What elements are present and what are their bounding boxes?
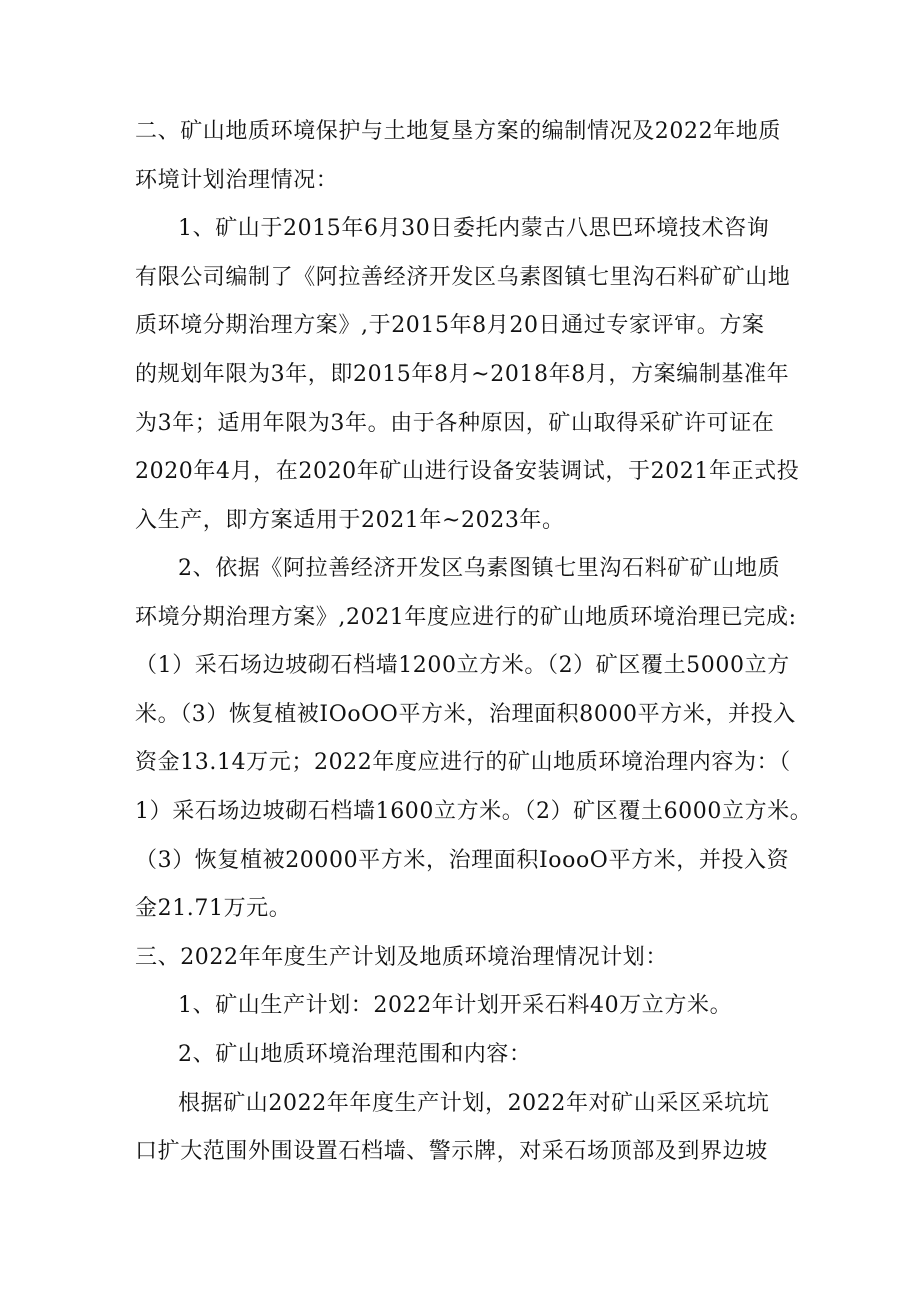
heading-section-3: 三、2022年年度生产计划及地质环境治理情况计划： — [135, 945, 668, 970]
paragraph-line: 1）采石场边坡砌石档墙1600立方米。（2）矿区覆土6000立方米。 — [135, 799, 813, 824]
paragraph-line: 金21.71万元。 — [135, 896, 292, 921]
paragraph-line: （1）采石场边坡砌石档墙1200立方米。（2）矿区覆土5000立方 — [135, 653, 790, 678]
paragraph-line: 2、依据《阿拉善经济开发区乌素图镇七里沟石料矿矿山地质 — [178, 556, 781, 581]
paragraph-line: 口扩大范围外围设置石档墙、警示牌，对采石场顶部及到界边坡 — [135, 1139, 768, 1164]
heading-section-2-line-2: 环境计划治理情况： — [135, 168, 339, 193]
paragraph-line: 米。（3）恢复植被IOoOO平方米，治理面积8000平方米，并投入 — [135, 702, 796, 727]
paragraph-line: 1、矿山生产计划：2022年计划开采石料40万立方米。 — [178, 993, 733, 1018]
paragraph-line: 2020年4月，在2020年矿山进行设备安装调试，于2021年正式投 — [135, 459, 800, 484]
paragraph-line: 有限公司编制了《阿拉善经济开发区乌素图镇七里沟石料矿矿山地 — [135, 265, 791, 290]
paragraph-line: 资金13.14万元；2022年度应进行的矿山地质环境治理内容为：（ — [135, 750, 791, 775]
paragraph-line: 入生产，即方案适用于2021年~2023年。 — [135, 508, 565, 533]
paragraph-line: 质环境分期治理方案》,于2015年8月20日通过专家评审。方案 — [135, 313, 765, 338]
paragraph-line: 的规划年限为3年，即2015年8月~2018年8月，方案编制基准年 — [135, 362, 790, 387]
heading-section-2-line-1: 二、矿山地质环境保护与土地复垦方案的编制情况及2022年地质 — [135, 119, 781, 144]
paragraph-line: （3）恢复植被20000平方米，治理面积IoooO平方米，并投入资 — [135, 848, 790, 873]
paragraph-line: 为3年；适用年限为3年。由于各种原因，矿山取得采矿许可证在 — [135, 411, 775, 436]
paragraph-line: 环境分期治理方案》,2021年度应进行的矿山地质环境治理已完成: — [135, 605, 797, 630]
paragraph-line: 2、矿山地质环境治理范围和内容： — [178, 1042, 532, 1067]
paragraph-line: 根据矿山2022年年度生产计划，2022年对矿山采区采坑坑 — [178, 1091, 770, 1116]
paragraph-line: 1、矿山于2015年6月30日委托内蒙古八思巴环境技术咨询 — [178, 216, 770, 241]
